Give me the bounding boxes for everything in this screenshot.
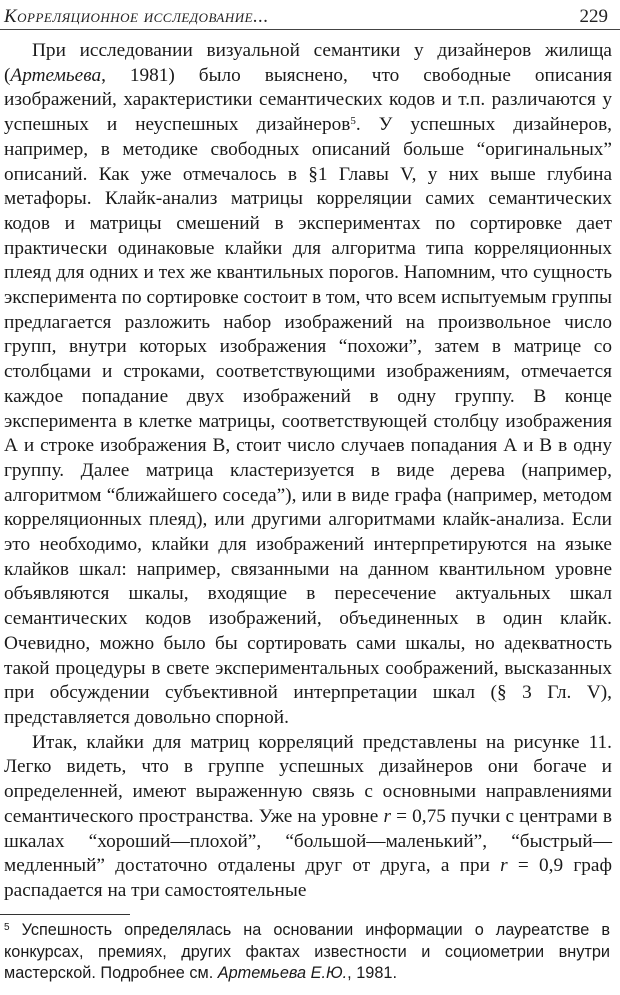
footnote-text — [4, 920, 610, 985]
variable-r: r — [500, 855, 508, 877]
paragraph-2-text-a: Итак, клайки для матриц корреляций представлены на рисунке 11. Легко видеть, что в группе успешных дизайнеров они богаче и определенней, имеют выраженную связь с основными направлениями семантического пространства. Уже на уровне — [4, 731, 612, 827]
variable-r: r — [383, 805, 391, 827]
paragraph-2 — [4, 731, 612, 904]
footnote — [4, 920, 610, 985]
footnote-reference: 5 — [350, 115, 356, 128]
citation-author: Артемьева — [10, 64, 102, 86]
footnote-text-a: Успешность определялась на основании информации о лауреатстве в конкурсах, премиях, других фактах известности и социометрии внутри мастерской. Подробнее см. — [4, 921, 610, 982]
footnote-mark: 5 — [4, 922, 10, 933]
paragraph-1-text-a: При исследовании визуальной семантики у дизайнеров жилища ( — [4, 40, 612, 86]
paragraph-1-text-b: , 1981) было выяснено, что свободные описания изображений, характеристики семантических кодов и т.п. различаются у успешных и неуспешных дизайнеров — [4, 64, 612, 136]
footnote-reference-author: Артемьева Е.Ю. — [217, 964, 348, 982]
page-number: 229 — [579, 6, 608, 27]
paragraph-2-text-b: = 0,75 пучки с центрами в шкалах “хороший—плохой”, “большой—маленький”, “быстрый—медленный” достаточно отдалены друг от друга, а при — [4, 805, 612, 877]
running-head: Корреляционное исследование... — [4, 6, 269, 27]
footnote-rule — [0, 914, 130, 915]
paragraph-1-text-c: . У успешных дизайнеров, например, в методике свободных описаний больше “оригинальных” описаний. Как уже отмечалось в §1 Главы V, у них выше глубина метафоры. Клайк-анализ матрицы корреляции самих семантических кодов и матрицы смешений в экспериментах по сортировке дает практически одинаковые клайки для алгоритма типа корреляционных плеяд для одних и тех же квантильных порогов. Напомним, что сущность эксперимента по сортировке состоит в том, что всем испытуемым группы предлагается разложить набор изображений на произвольное число групп, внутри которых изображения “похожи”, затем в матрице со столбцами и строками, соответствующими изображениям, отмечается каждое попадание двух изображений в одну группу. В конце эксперимента в клетке матрицы, соответствующей столбцу изображения А и строке изображения В, стоит число случаев попадания А и В в одну группу. Далее матрица кластеризуется в виде дерева (например, алгоритмом “ближайшего соседа”), или в виде графа (например, методом корреляционных плеяд), или другими алгоритмами клайк-анализа. Если это необходимо, клайки для изображений интерпретируются на языке клайков шкал: например, связанными на данном квантильном уровне объявляются шкалы, входящие в пересечение актуальных шкал семантических кодов изображений, объединенных в один клайк. Очевидно, можно было бы сортировать сами шкалы, но адекватность такой процедуры в свете экспериментальных соображений, высказанных при обсуждении субъективной интерпретации шкал (§ 3 Гл. V), представляется довольно спорной. — [4, 114, 612, 728]
paragraph-2-text-c: = 0,9 граф распадается на три самостоятельные — [4, 855, 612, 901]
header-rule — [0, 29, 620, 30]
footnote-text-b: , 1981. — [347, 964, 397, 982]
paragraph-1 — [4, 39, 612, 731]
body-text — [4, 39, 612, 904]
